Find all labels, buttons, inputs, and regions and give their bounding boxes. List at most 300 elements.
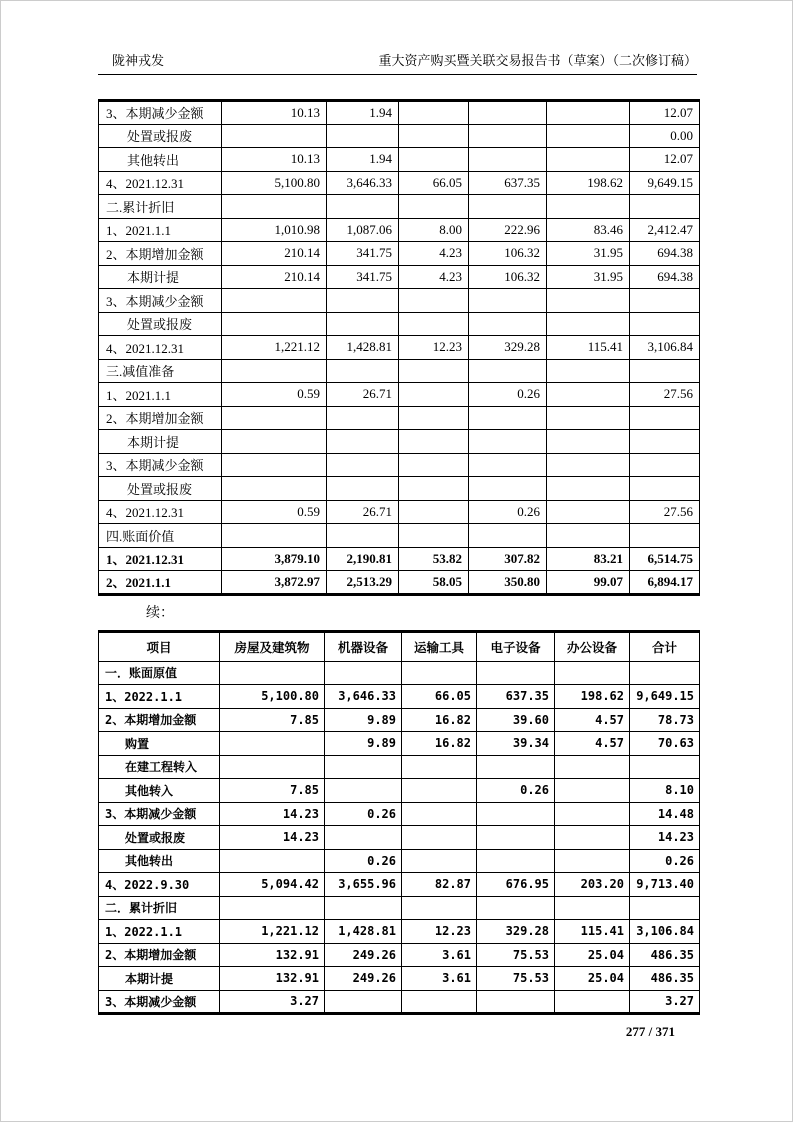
row-label: 处置或报废 xyxy=(99,477,222,501)
row-label: 其他转入 xyxy=(99,779,220,803)
row-label: 本期计提 xyxy=(99,265,222,289)
cell-value: 3,646.33 xyxy=(327,171,399,195)
cell-value xyxy=(477,826,555,850)
row-label: 1、2022.1.1 xyxy=(99,685,220,709)
cell-value xyxy=(327,312,399,336)
cell-value: 637.35 xyxy=(469,171,547,195)
row-label: 4、2022.9.30 xyxy=(99,873,220,897)
row-label: 4、2021.12.31 xyxy=(99,336,222,360)
cell-value: 66.05 xyxy=(399,171,469,195)
table-row xyxy=(99,826,700,850)
cell-value xyxy=(327,195,399,219)
cell-value xyxy=(547,312,630,336)
cell-value: 329.28 xyxy=(469,336,547,360)
table-row xyxy=(99,124,700,148)
row-label: 二.累计折旧 xyxy=(99,195,222,219)
cell-value xyxy=(469,124,547,148)
table-row xyxy=(99,359,700,383)
cell-value xyxy=(547,124,630,148)
cell-value: 676.95 xyxy=(477,873,555,897)
cell-value xyxy=(399,124,469,148)
cell-value xyxy=(469,359,547,383)
table-row xyxy=(99,171,700,195)
table-row xyxy=(99,524,700,548)
cell-value: 9,649.15 xyxy=(630,171,700,195)
cell-value: 1.94 xyxy=(327,101,399,125)
cell-value: 16.82 xyxy=(402,708,477,732)
cell-value xyxy=(547,195,630,219)
row-label: 2、本期增加金额 xyxy=(99,242,222,266)
cell-value: 0.59 xyxy=(222,500,327,524)
cell-value: 31.95 xyxy=(547,242,630,266)
cell-value: 83.46 xyxy=(547,218,630,242)
cell-value: 3,106.84 xyxy=(630,920,700,944)
cell-value: 115.41 xyxy=(547,336,630,360)
row-label: 2、本期增加金额 xyxy=(99,943,220,967)
cell-value: 486.35 xyxy=(630,967,700,991)
cell-value xyxy=(325,779,402,803)
row-label: 2、本期增加金额 xyxy=(99,406,222,430)
table-row xyxy=(99,500,700,524)
cell-value xyxy=(555,849,630,873)
cell-value xyxy=(220,896,325,920)
table-row xyxy=(99,547,700,571)
cell-value: 132.91 xyxy=(220,967,325,991)
cell-value: 1,428.81 xyxy=(327,336,399,360)
cell-value: 249.26 xyxy=(325,967,402,991)
cell-value xyxy=(630,359,700,383)
cell-value xyxy=(222,195,327,219)
page-number: 277 / 371 xyxy=(625,1024,675,1039)
table-row xyxy=(99,477,700,501)
cell-value xyxy=(402,779,477,803)
cell-value xyxy=(399,406,469,430)
cell-value: 9.89 xyxy=(325,708,402,732)
cell-value: 1.94 xyxy=(327,148,399,172)
cell-value xyxy=(399,477,469,501)
row-label: 3、本期减少金额 xyxy=(99,990,220,1014)
cell-value xyxy=(477,990,555,1014)
cell-value xyxy=(469,148,547,172)
cell-value: 12.07 xyxy=(630,148,700,172)
cell-value xyxy=(547,148,630,172)
cell-value xyxy=(220,732,325,756)
cell-value xyxy=(220,849,325,873)
cell-value: 5,094.42 xyxy=(220,873,325,897)
row-label: 1、2021.1.1 xyxy=(99,383,222,407)
cell-value: 99.07 xyxy=(547,571,630,595)
row-label: 3、本期减少金额 xyxy=(99,453,222,477)
cell-value: 82.87 xyxy=(402,873,477,897)
table-row xyxy=(99,943,700,967)
table-row xyxy=(99,148,700,172)
cell-value: 222.96 xyxy=(469,218,547,242)
asset-table-2021-continued xyxy=(98,99,700,596)
cell-value: 341.75 xyxy=(327,265,399,289)
cell-value: 3.61 xyxy=(402,967,477,991)
cell-value xyxy=(327,477,399,501)
cell-value xyxy=(469,101,547,125)
cell-value: 5,100.80 xyxy=(222,171,327,195)
column-header-buildings: 房屋及建筑物 xyxy=(220,631,325,661)
column-header-item: 项目 xyxy=(99,631,220,661)
row-label: 一．账面原值 xyxy=(99,661,220,685)
cell-value xyxy=(222,477,327,501)
cell-value xyxy=(402,826,477,850)
cell-value: 7.85 xyxy=(220,708,325,732)
cell-value: 9,713.40 xyxy=(630,873,700,897)
table-row xyxy=(99,571,700,595)
cell-value xyxy=(399,148,469,172)
table-row xyxy=(99,990,700,1014)
cell-value xyxy=(399,524,469,548)
cell-value: 3.27 xyxy=(630,990,700,1014)
cell-value xyxy=(630,661,700,685)
row-label: 本期计提 xyxy=(99,430,222,454)
cell-value xyxy=(327,406,399,430)
asset-table-2022 xyxy=(98,630,700,1016)
cell-value xyxy=(555,896,630,920)
cell-value xyxy=(222,430,327,454)
row-label: 2、2021.1.1 xyxy=(99,571,222,595)
cell-value: 75.53 xyxy=(477,943,555,967)
row-label: 1、2021.1.1 xyxy=(99,218,222,242)
row-label: 购置 xyxy=(99,732,220,756)
cell-value xyxy=(630,477,700,501)
cell-value: 2,412.47 xyxy=(630,218,700,242)
cell-value xyxy=(477,802,555,826)
cell-value: 75.53 xyxy=(477,967,555,991)
cell-value: 1,221.12 xyxy=(220,920,325,944)
cell-value: 0.26 xyxy=(469,383,547,407)
table-row xyxy=(99,896,700,920)
row-label: 处置或报废 xyxy=(99,124,222,148)
table-row xyxy=(99,802,700,826)
cell-value xyxy=(220,661,325,685)
row-label: 其他转出 xyxy=(99,849,220,873)
cell-value: 14.23 xyxy=(220,802,325,826)
table-row xyxy=(99,406,700,430)
cell-value xyxy=(325,896,402,920)
cell-value: 694.38 xyxy=(630,265,700,289)
row-label: 4、2021.12.31 xyxy=(99,500,222,524)
cell-value xyxy=(325,755,402,779)
cell-value xyxy=(222,124,327,148)
row-label: 处置或报废 xyxy=(99,312,222,336)
cell-value: 210.14 xyxy=(222,265,327,289)
table-row xyxy=(99,755,700,779)
cell-value: 8.10 xyxy=(630,779,700,803)
cell-value: 0.26 xyxy=(477,779,555,803)
cell-value xyxy=(327,430,399,454)
row-label: 3、本期减少金额 xyxy=(99,101,222,125)
cell-value: 3.61 xyxy=(402,943,477,967)
table-row xyxy=(99,779,700,803)
cell-value xyxy=(477,755,555,779)
column-header-machinery: 机器设备 xyxy=(325,631,402,661)
row-label: 1、2022.1.1 xyxy=(99,920,220,944)
cell-value: 14.23 xyxy=(220,826,325,850)
cell-value xyxy=(630,289,700,313)
cell-value xyxy=(469,524,547,548)
header-row xyxy=(99,631,700,661)
cell-value: 8.00 xyxy=(399,218,469,242)
cell-value xyxy=(555,802,630,826)
cell-value: 0.26 xyxy=(630,849,700,873)
cell-value: 27.56 xyxy=(630,500,700,524)
column-header-total: 合计 xyxy=(630,631,700,661)
cell-value: 25.04 xyxy=(555,943,630,967)
cell-value xyxy=(630,430,700,454)
cell-value xyxy=(469,312,547,336)
cell-value: 0.26 xyxy=(325,802,402,826)
table-row xyxy=(99,430,700,454)
cell-value xyxy=(630,312,700,336)
cell-value: 3.27 xyxy=(220,990,325,1014)
row-label: 在建工程转入 xyxy=(99,755,220,779)
cell-value xyxy=(469,477,547,501)
column-header-office: 办公设备 xyxy=(555,631,630,661)
cell-value xyxy=(325,661,402,685)
cell-value xyxy=(555,755,630,779)
cell-value xyxy=(222,289,327,313)
continuation-label: 续： xyxy=(146,605,174,621)
cell-value: 341.75 xyxy=(327,242,399,266)
cell-value xyxy=(547,430,630,454)
cell-value xyxy=(555,661,630,685)
cell-value: 0.26 xyxy=(469,500,547,524)
cell-value xyxy=(402,990,477,1014)
cell-value: 39.34 xyxy=(477,732,555,756)
page-header xyxy=(98,1,697,75)
cell-value: 53.82 xyxy=(399,547,469,571)
cell-value xyxy=(327,453,399,477)
cell-value xyxy=(222,453,327,477)
table-row xyxy=(99,732,700,756)
table-row xyxy=(99,289,700,313)
cell-value: 132.91 xyxy=(220,943,325,967)
cell-value: 3,106.84 xyxy=(630,336,700,360)
cell-value xyxy=(547,359,630,383)
table-row xyxy=(99,453,700,477)
cell-value: 10.13 xyxy=(222,101,327,125)
cell-value: 0.59 xyxy=(222,383,327,407)
cell-value xyxy=(402,802,477,826)
cell-value: 1,087.06 xyxy=(327,218,399,242)
cell-value: 637.35 xyxy=(477,685,555,709)
cell-value: 115.41 xyxy=(555,920,630,944)
row-label: 其他转出 xyxy=(99,148,222,172)
asset-table-2022-header xyxy=(99,631,700,661)
cell-value: 58.05 xyxy=(399,571,469,595)
cell-value: 210.14 xyxy=(222,242,327,266)
cell-value xyxy=(630,453,700,477)
cell-value: 0.00 xyxy=(630,124,700,148)
cell-value: 3,646.33 xyxy=(325,685,402,709)
cell-value: 3,655.96 xyxy=(325,873,402,897)
cell-value xyxy=(222,312,327,336)
cell-value xyxy=(547,477,630,501)
cell-value xyxy=(402,849,477,873)
cell-value: 83.21 xyxy=(547,547,630,571)
cell-value xyxy=(399,359,469,383)
cell-value: 26.71 xyxy=(327,500,399,524)
cell-value xyxy=(469,430,547,454)
cell-value: 6,894.17 xyxy=(630,571,700,595)
cell-value: 198.62 xyxy=(555,685,630,709)
cell-value xyxy=(469,406,547,430)
table-row xyxy=(99,312,700,336)
cell-value xyxy=(399,500,469,524)
cell-value: 486.35 xyxy=(630,943,700,967)
cell-value: 350.80 xyxy=(469,571,547,595)
cell-value xyxy=(222,359,327,383)
cell-value: 16.82 xyxy=(402,732,477,756)
cell-value: 106.32 xyxy=(469,242,547,266)
cell-value xyxy=(222,406,327,430)
cell-value: 3,879.10 xyxy=(222,547,327,571)
row-label: 3、本期减少金额 xyxy=(99,802,220,826)
cell-value: 4.57 xyxy=(555,732,630,756)
cell-value xyxy=(547,406,630,430)
cell-value xyxy=(402,896,477,920)
cell-value: 70.63 xyxy=(630,732,700,756)
cell-value xyxy=(547,101,630,125)
cell-value xyxy=(630,406,700,430)
cell-value xyxy=(469,289,547,313)
row-label: 4、2021.12.31 xyxy=(99,171,222,195)
cell-value xyxy=(547,453,630,477)
cell-value: 14.48 xyxy=(630,802,700,826)
cell-value xyxy=(469,195,547,219)
cell-value: 31.95 xyxy=(547,265,630,289)
cell-value: 203.20 xyxy=(555,873,630,897)
cell-value xyxy=(630,896,700,920)
row-label: 1、2021.12.31 xyxy=(99,547,222,571)
row-label: 二．累计折旧 xyxy=(99,896,220,920)
header-report-title: 重大资产购买暨关联交易报告书（草案）（二次修订稿） xyxy=(378,53,697,68)
cell-value: 6,514.75 xyxy=(630,547,700,571)
cell-value: 9,649.15 xyxy=(630,685,700,709)
table-row xyxy=(99,849,700,873)
table-row xyxy=(99,873,700,897)
asset-table-2021-body xyxy=(99,101,700,595)
table-row xyxy=(99,336,700,360)
cell-value: 2,513.29 xyxy=(327,571,399,595)
cell-value: 4.23 xyxy=(399,242,469,266)
row-label: 处置或报废 xyxy=(99,826,220,850)
cell-value xyxy=(327,289,399,313)
row-label: 四.账面价值 xyxy=(99,524,222,548)
cell-value xyxy=(220,755,325,779)
row-label: 3、本期减少金额 xyxy=(99,289,222,313)
cell-value xyxy=(327,124,399,148)
cell-value xyxy=(399,195,469,219)
cell-value: 12.23 xyxy=(402,920,477,944)
cell-value: 3,872.97 xyxy=(222,571,327,595)
cell-value: 2,190.81 xyxy=(327,547,399,571)
cell-value xyxy=(327,359,399,383)
row-label: 本期计提 xyxy=(99,967,220,991)
row-label: 2、本期增加金额 xyxy=(99,708,220,732)
cell-value: 694.38 xyxy=(630,242,700,266)
cell-value: 39.60 xyxy=(477,708,555,732)
table-row xyxy=(99,383,700,407)
cell-value: 1,010.98 xyxy=(222,218,327,242)
cell-value: 5,100.80 xyxy=(220,685,325,709)
cell-value: 12.23 xyxy=(399,336,469,360)
table-row xyxy=(99,685,700,709)
header-company-name: 陇神戎发 xyxy=(112,53,165,68)
cell-value xyxy=(630,195,700,219)
cell-value: 0.26 xyxy=(325,849,402,873)
table-row xyxy=(99,242,700,266)
cell-value xyxy=(325,826,402,850)
cell-value xyxy=(547,524,630,548)
cell-value: 78.73 xyxy=(630,708,700,732)
cell-value xyxy=(547,500,630,524)
table-row xyxy=(99,708,700,732)
cell-value: 106.32 xyxy=(469,265,547,289)
cell-value xyxy=(555,826,630,850)
cell-value xyxy=(399,289,469,313)
asset-table-2022-body xyxy=(99,661,700,1014)
cell-value xyxy=(402,661,477,685)
cell-value: 329.28 xyxy=(477,920,555,944)
cell-value: 14.23 xyxy=(630,826,700,850)
cell-value: 7.85 xyxy=(220,779,325,803)
cell-value xyxy=(402,755,477,779)
table-row xyxy=(99,920,700,944)
cell-value xyxy=(630,755,700,779)
cell-value xyxy=(325,990,402,1014)
cell-value xyxy=(477,661,555,685)
cell-value xyxy=(555,990,630,1014)
cell-value: 26.71 xyxy=(327,383,399,407)
cell-value xyxy=(547,289,630,313)
cell-value: 4.57 xyxy=(555,708,630,732)
cell-value: 27.56 xyxy=(630,383,700,407)
table-row xyxy=(99,265,700,289)
cell-value xyxy=(630,524,700,548)
cell-value: 307.82 xyxy=(469,547,547,571)
cell-value xyxy=(399,430,469,454)
cell-value xyxy=(547,383,630,407)
cell-value xyxy=(399,453,469,477)
cell-value xyxy=(222,524,327,548)
cell-value: 1,428.81 xyxy=(325,920,402,944)
cell-value xyxy=(555,779,630,803)
cell-value xyxy=(469,453,547,477)
cell-value xyxy=(327,524,399,548)
cell-value: 249.26 xyxy=(325,943,402,967)
column-header-electronics: 电子设备 xyxy=(477,631,555,661)
cell-value: 198.62 xyxy=(547,171,630,195)
cell-value: 4.23 xyxy=(399,265,469,289)
table-row xyxy=(99,661,700,685)
cell-value: 9.89 xyxy=(325,732,402,756)
cell-value xyxy=(477,896,555,920)
table-row xyxy=(99,101,700,125)
cell-value: 66.05 xyxy=(402,685,477,709)
column-header-transport: 运输工具 xyxy=(402,631,477,661)
cell-value xyxy=(399,312,469,336)
table-row xyxy=(99,195,700,219)
cell-value xyxy=(399,101,469,125)
table-row xyxy=(99,967,700,991)
cell-value: 12.07 xyxy=(630,101,700,125)
cell-value xyxy=(477,849,555,873)
